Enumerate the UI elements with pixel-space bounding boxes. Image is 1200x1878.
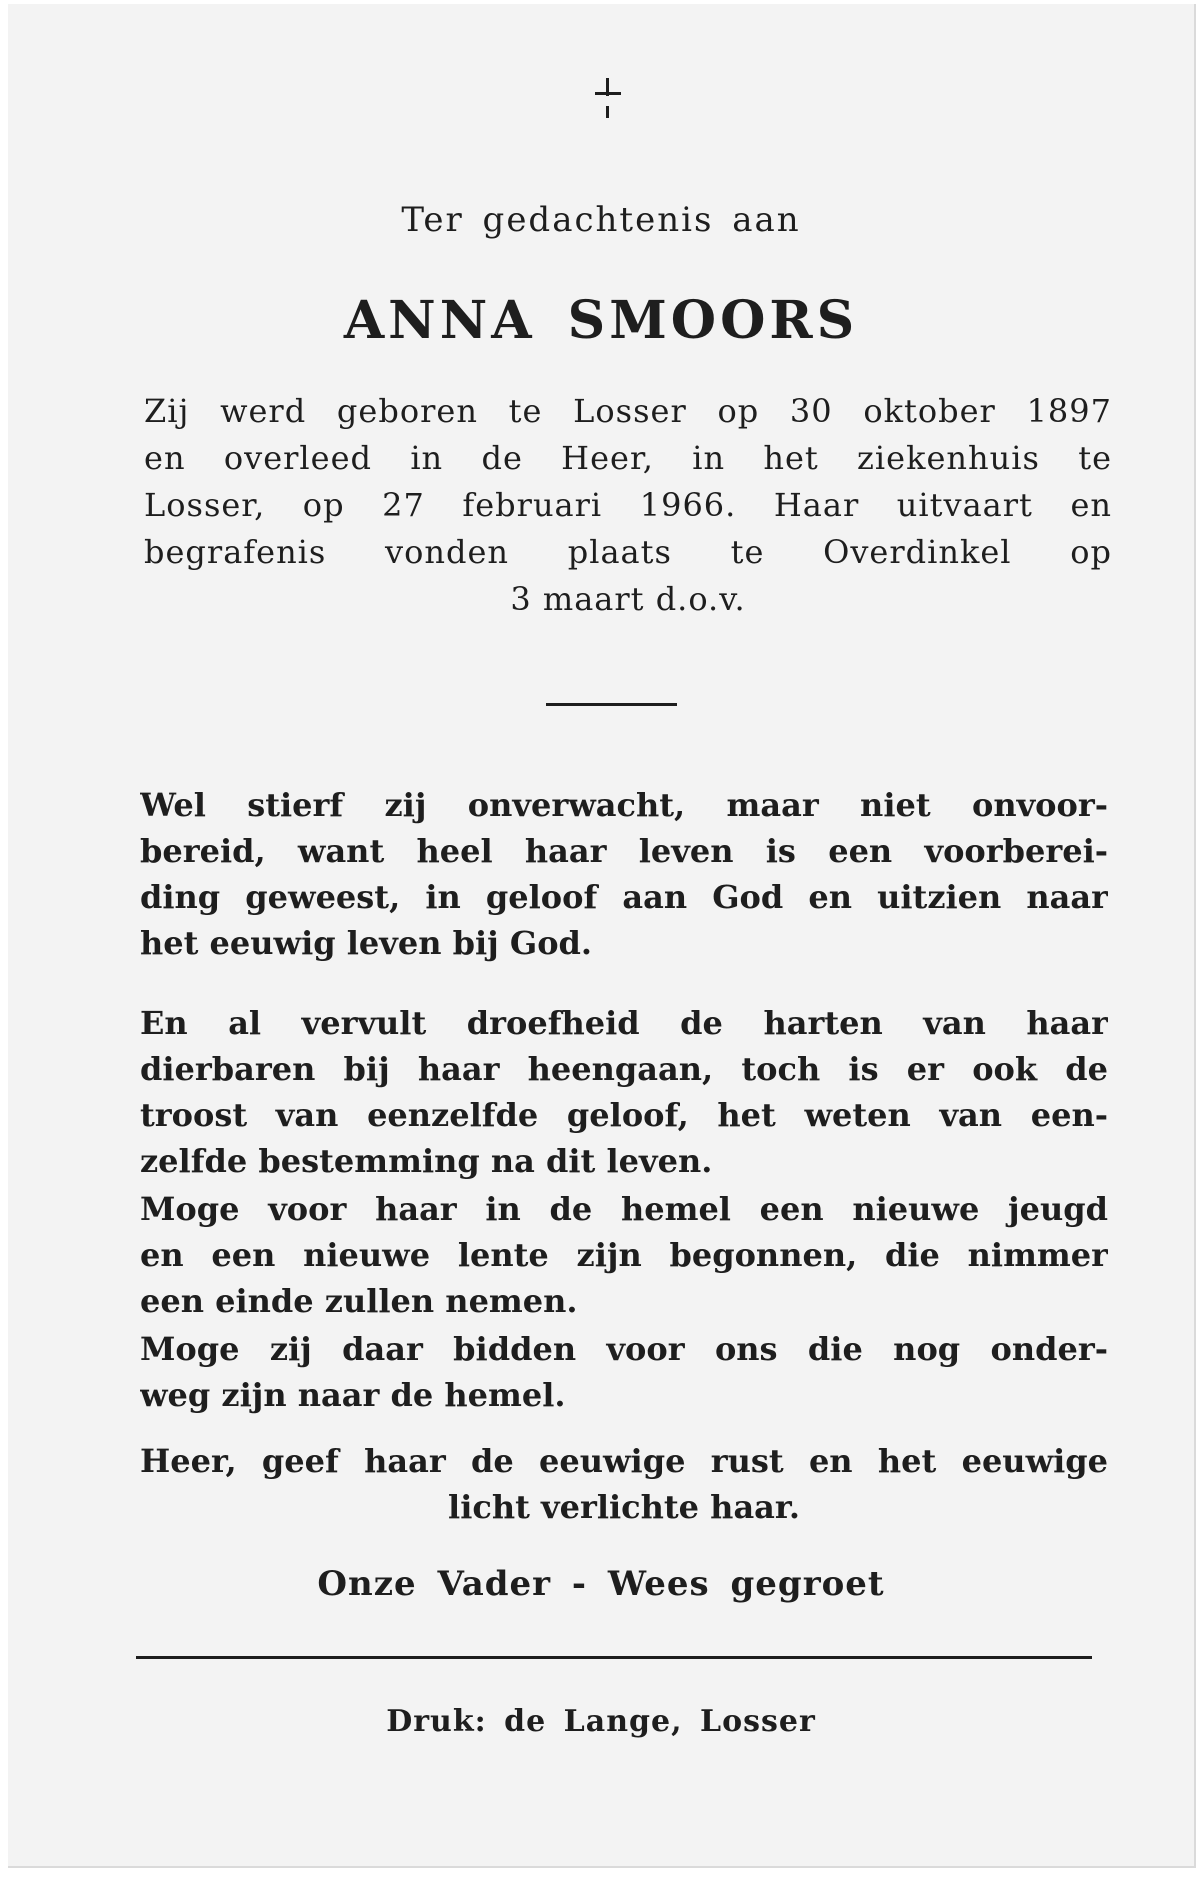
paragraph-line: troost van eenzelfde geloof, het weten van een-	[140, 1096, 1108, 1134]
biography-line: Zij werd geboren te Losser op 30 oktober 1897	[144, 392, 1112, 430]
closing-prayer: Onze Vader - Wees gegroet	[317, 1564, 885, 1604]
paragraph-line: bereid, want heel haar leven is een voorberei-	[140, 832, 1108, 870]
paragraph-eternal-rest	[140, 1438, 1108, 1530]
paragraph-line: en een nieuwe lente zijn begonnen, die nimmer	[140, 1236, 1108, 1274]
paragraph-line: Heer, geef haar de eeuwige rust en het eeuwige	[140, 1442, 1108, 1480]
paragraph-line: dierbaren bij haar heengaan, toch is er ook de	[140, 1050, 1108, 1088]
paragraph-line: licht verlichte haar.	[448, 1488, 800, 1526]
paragraph-line: En al vervult droefheid de harten van haar	[140, 1004, 1108, 1042]
biography-line: 3 maart d.o.v.	[510, 580, 746, 618]
biography-line: begrafenis vonden plaats te Overdinkel op	[144, 533, 1112, 571]
biography-line: Losser, op 27 februari 1966. Haar uitvaart en	[144, 486, 1112, 524]
divider-short	[546, 703, 677, 706]
paragraph-line: Moge zij daar bidden voor ons die nog onder-	[140, 1330, 1108, 1368]
cross-icon	[593, 78, 623, 140]
paragraph-line: zelfde bestemming na dit leven.	[140, 1142, 713, 1180]
paragraph-line: het eeuwig leven bij God.	[140, 924, 593, 962]
paragraph-line: Wel stierf zij onverwacht, maar niet onvoor-	[140, 786, 1108, 824]
deceased-name: ANNA SMOORS	[343, 290, 859, 351]
paragraph-line: een einde zullen nemen.	[140, 1282, 578, 1320]
intro-text: Ter gedachtenis aan	[401, 200, 801, 240]
paragraph-pray	[140, 1326, 1108, 1418]
memorial-card	[8, 4, 1196, 1868]
paragraph-new-youth	[140, 1186, 1108, 1324]
paragraph-line: Moge voor haar in de hemel een nieuwe jeugd	[140, 1190, 1108, 1228]
biography	[144, 388, 1112, 623]
paragraph-unexpected-death	[140, 782, 1108, 966]
biography-line: en overleed in de Heer, in het ziekenhuis te	[144, 439, 1112, 477]
paragraph-line: ding geweest, in geloof aan God en uitzien naar	[140, 878, 1108, 916]
paragraph-line: weg zijn naar de hemel.	[140, 1376, 566, 1414]
paragraph-consolation	[140, 1000, 1108, 1184]
divider-long	[136, 1656, 1092, 1659]
printer-credit: Druk: de Lange, Losser	[386, 1704, 816, 1739]
